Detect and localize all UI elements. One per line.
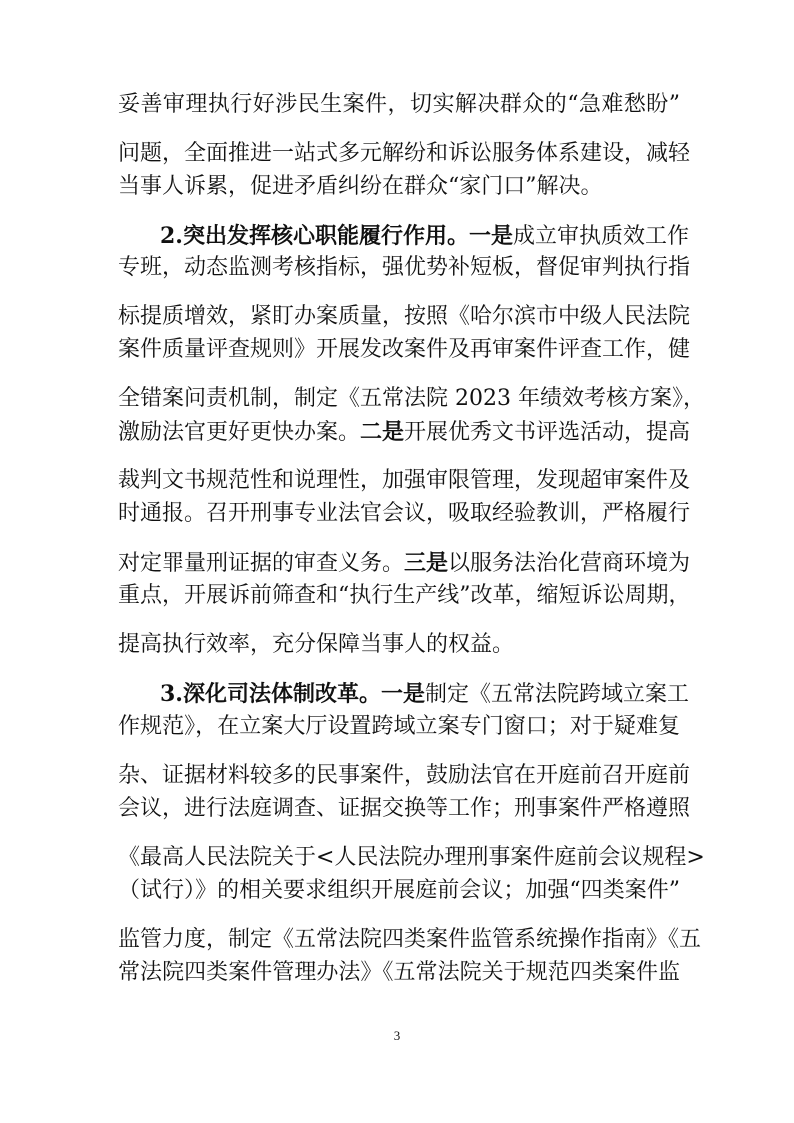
text-run: 杂、证据材料较多的民事案件，鼓励法官在开庭前召开庭前 [118,763,691,788]
text-line [118,501,691,526]
text-line [160,681,689,707]
text-line [118,468,691,493]
text-run: 案件质量评查规则》开展发改案件及再审案件评查工作，健 [118,337,691,362]
text-line [118,304,691,329]
text-line [118,763,691,788]
text-line [118,93,680,117]
text-run: 当事人诉累，促进矛盾纠纷在群众“家门口”解决。 [118,174,603,199]
text-line [118,550,691,576]
text-line [118,715,680,739]
text-run: 妥善审理执行好涉民生案件，切实解决群众的“急难愁盼” [118,92,680,117]
text-run: 激励法官更好更快办案。 [118,420,361,445]
text-run: 问题，全面推进一站式多元解纷和诉讼服务体系建设，减轻 [118,141,691,166]
text-run: 裁判文书规范性和说理性，加强审限管理，发现超审案件及 [118,468,691,493]
text-line [118,175,680,199]
text-run: 《最高人民法院关于<人民法院办理刑事案件庭前会议规程> [118,845,705,870]
text-line [118,961,680,985]
text-line [118,419,691,445]
text-run: 重点，开展诉前筛查和“执行生产线”改革，缩短诉讼周期， [118,583,691,608]
text-run: 会议，进行法庭调查、证据交换等工作；刑事案件严格遵照 [118,796,691,821]
text-run: 专班，动态监测考核指标，强优势补短板，督促审判执行指 [118,255,691,280]
text-run: 制定《五常法院跨域立案工 [424,682,689,707]
text-run: 对定罪量刑证据的审查义务。 [118,551,405,576]
text-line [118,337,691,362]
text-line [118,879,680,903]
text-line [118,386,705,411]
text-run: 开展优秀文书评选活动，提高 [404,420,691,445]
bold-text-run: 2.突出发挥核心职能履行作用。 [160,223,469,249]
text-run: 提高执行效率，充分保障当事人的权益。 [118,632,515,657]
text-line [118,633,680,657]
text-run: （试行）》的相关要求组织开展庭前会议；加强“四类案件” [118,878,680,903]
text-run: 成立审执质效工作 [512,224,689,249]
page-number: 3 [393,1028,401,1043]
bold-text-run: 一是 [380,681,425,707]
text-line [118,796,691,821]
text-run: 监管力度，制定《五常法院四类案件监管系统操作指南》《五 [118,927,702,952]
text-run: 全错案问责机制，制定《五常法院 2023 年绩效考核方案》， [118,386,705,411]
bold-text-run: 三是 [404,550,449,576]
bold-text-run: 3.深化司法体制改革。 [160,681,381,707]
text-run: 作规范》，在立案大厅设置跨域立案专门窗口；对于疑难复 [118,714,680,739]
text-line [118,927,702,952]
text-line [118,255,691,280]
bold-text-run: 一是 [468,223,513,249]
text-run: 时通报。召开刑事专业法官会议，吸取经验教训，严格履行 [118,501,691,526]
text-line [118,845,705,870]
text-line [118,141,691,166]
text-run: 标提质增效，紧盯办案质量，按照《哈尔滨市中级人民法院 [118,304,691,329]
bold-text-run: 二是 [360,419,405,445]
text-run: 以服务法治化营商环境为 [448,551,691,576]
text-run: 常法院四类案件管理办法》《五常法院关于规范四类案件监 [118,960,680,985]
text-line [160,223,689,249]
text-line [118,583,691,608]
